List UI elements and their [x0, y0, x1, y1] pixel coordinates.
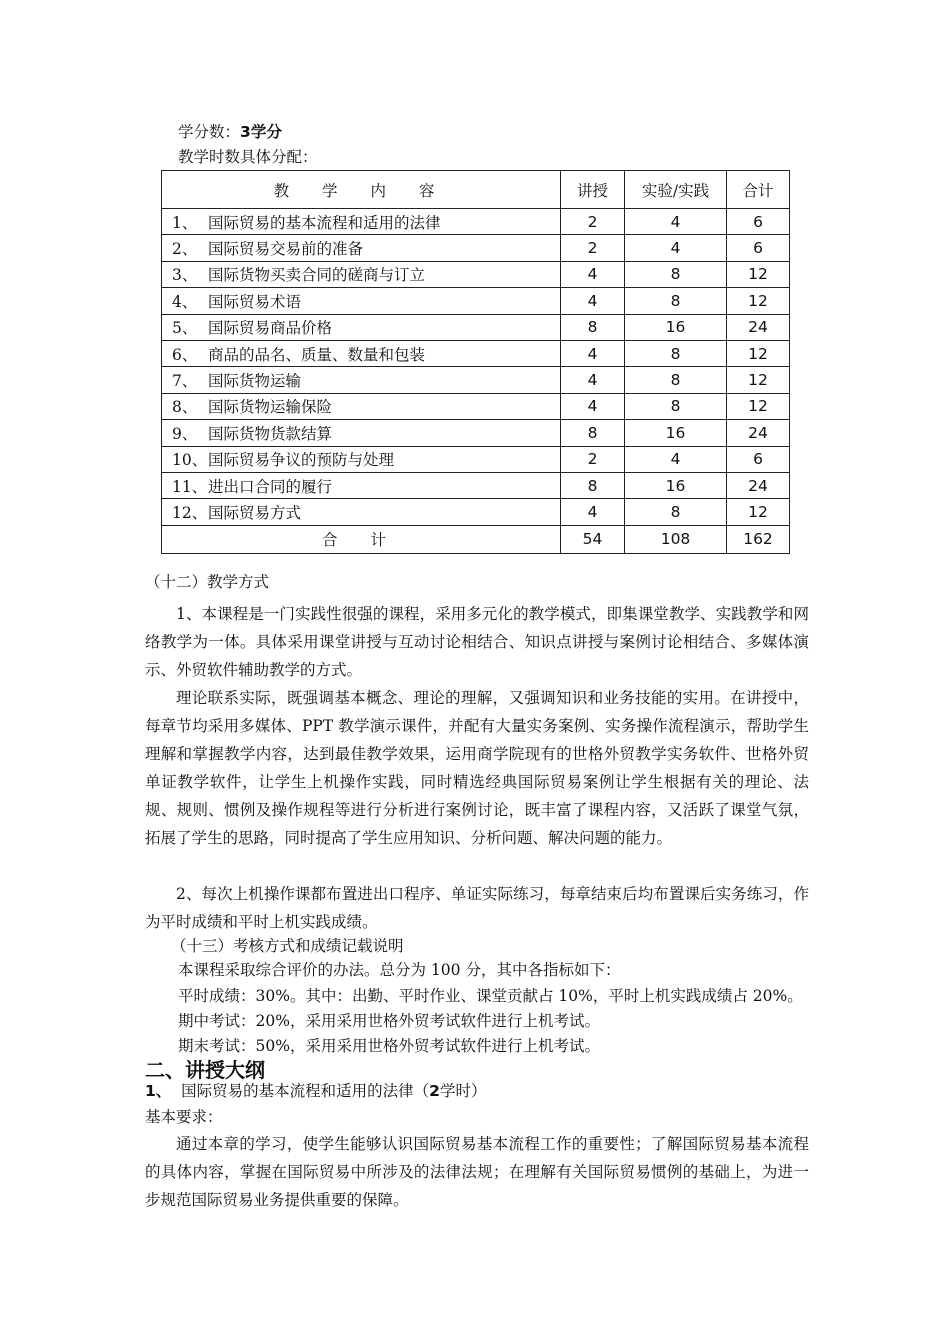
assessment-item: 期中考试：20%，采用采用世格外贸考试软件进行上机考试。	[178, 1012, 600, 1030]
table-row	[162, 340, 790, 366]
row-number: 5、	[172, 319, 198, 338]
teaching-method-p1: 1、本课程是一门实践性很强的课程，采用多元化的教学模式，即集课堂教学、实践教学和网络教学为一体。具体采用课堂讲授与互动讨论相结合、知识点讲授与案例讨论相结合、多媒体演示、外贸软件辅助教学的方式。	[145, 605, 809, 679]
teaching-method-p2: 理论联系实际，既强调基本概念、理论的理解，又强调知识和业务技能的实用。在讲授中，每章节均采用多媒体、PPT 教学演示课件，并配有大量实务案例、实务操作流程演示，帮助学生理解和掌握教学内容，达到最佳教学效果，运用商学院现有的世格外贸教学实务软件、世格外贸单证教学软件，让学生上机操作实践，同时精选经典国际贸易案例让学生根据有关的理论、法规、规则、惯例及操作规程等进行分析进行案例讨论，既丰富了课程内容，又活跃了课堂气氛，拓展了学生的思路，同时提高了学生应用知识、分析问题、解决问题的能力。	[145, 689, 809, 847]
chapter-hours: 2	[429, 1082, 440, 1100]
row-topic-text: 国际贸易商品价格	[208, 319, 333, 338]
row-practice: 8	[625, 288, 727, 314]
row-total: 12	[727, 261, 790, 287]
row-total: 6	[727, 235, 790, 261]
table-row	[162, 367, 790, 393]
credits-unit: 学分	[250, 123, 282, 141]
row-topic-text: 国际贸易术语	[208, 292, 302, 311]
row-total: 12	[727, 367, 790, 393]
row-practice: 8	[625, 499, 727, 525]
row-topic	[162, 314, 561, 340]
row-topic	[162, 367, 561, 393]
row-lecture: 4	[561, 261, 625, 287]
header-content: 教 学 内 容	[162, 171, 561, 209]
row-total: 24	[727, 420, 790, 446]
row-number: 11、	[172, 477, 208, 496]
assessment-item: 期末考试：50%，采用采用世格外贸考试软件进行上机考试。	[178, 1037, 600, 1055]
row-number: 6、	[172, 345, 198, 364]
row-number: 9、	[172, 424, 198, 443]
hours-caption: 教学时数具体分配：	[178, 148, 318, 166]
row-topic	[162, 446, 561, 472]
row-lecture: 2	[561, 235, 625, 261]
row-lecture: 2	[561, 446, 625, 472]
assessment-item: 平时成绩：30%。其中：出勤、平时作业、课堂贡献占 10%，平时上机实践成绩占 20%。	[178, 987, 803, 1005]
header-practice: 实验/实践	[625, 171, 727, 209]
row-practice: 16	[625, 420, 727, 446]
hours-table	[161, 170, 790, 554]
outline-heading: 二、讲授大纲	[145, 1058, 265, 1082]
row-topic-text: 国际货物货款结算	[208, 424, 333, 443]
row-practice: 8	[625, 367, 727, 393]
row-lecture: 4	[561, 367, 625, 393]
row-lecture: 2	[561, 209, 625, 235]
row-lecture: 8	[561, 472, 625, 498]
row-total: 12	[727, 499, 790, 525]
table-row	[162, 288, 790, 314]
table-row	[162, 499, 790, 525]
row-topic	[162, 472, 561, 498]
row-total: 12	[727, 393, 790, 419]
row-number: 4、	[172, 292, 198, 311]
row-topic-text: 国际货物运输	[208, 372, 302, 391]
table-row	[162, 314, 790, 340]
row-topic-text: 国际贸易交易前的准备	[208, 240, 364, 259]
table-row	[162, 446, 790, 472]
row-topic-text: 国际货物买卖合同的磋商与订立	[208, 266, 426, 285]
row-total: 12	[727, 340, 790, 366]
table-row	[162, 235, 790, 261]
row-total: 24	[727, 472, 790, 498]
row-number: 8、	[172, 398, 198, 417]
row-number: 10、	[172, 451, 208, 470]
row-topic	[162, 420, 561, 446]
row-lecture: 4	[561, 340, 625, 366]
row-number: 12、	[172, 503, 208, 522]
teaching-method-p3: 2、每次上机操作课都布置进出口程序、单证实际练习，每章结束后均布置课后实务练习，作为平时成绩和平时上机实践成绩。	[145, 885, 809, 931]
row-topic	[162, 261, 561, 287]
header-total: 合计	[727, 171, 790, 209]
row-lecture: 8	[561, 314, 625, 340]
row-practice: 8	[625, 340, 727, 366]
credits-label: 学分数：	[178, 123, 241, 141]
row-number: 3、	[172, 266, 198, 285]
row-topic-text: 国际货物运输保险	[208, 398, 333, 417]
credits-value: 3	[240, 123, 251, 141]
total-practice: 108	[625, 525, 727, 553]
row-topic	[162, 288, 561, 314]
assessment-heading: （十三）考核方式和成绩记载说明	[171, 937, 404, 955]
row-practice: 4	[625, 446, 727, 472]
row-topic-text: 国际贸易争议的预防与处理	[208, 451, 395, 470]
table-total-row	[162, 525, 790, 553]
row-topic	[162, 393, 561, 419]
row-practice: 4	[625, 209, 727, 235]
header-lecture: 讲授	[561, 171, 625, 209]
row-lecture: 4	[561, 393, 625, 419]
table-row	[162, 393, 790, 419]
row-number: 1、	[172, 213, 198, 232]
chapter-title	[145, 1081, 486, 1101]
row-number: 2、	[172, 240, 198, 259]
table-row	[162, 420, 790, 446]
row-number: 7、	[172, 372, 198, 391]
row-lecture: 4	[561, 288, 625, 314]
row-topic-text: 国际贸易方式	[208, 503, 302, 522]
row-practice: 16	[625, 314, 727, 340]
row-practice: 16	[625, 472, 727, 498]
row-practice: 8	[625, 261, 727, 287]
row-topic	[162, 235, 561, 261]
chapter-hours-unit: 学时）	[439, 1082, 487, 1100]
row-topic	[162, 209, 561, 235]
row-total: 6	[727, 209, 790, 235]
table-row	[162, 261, 790, 287]
requirements-label: 基本要求：	[145, 1108, 223, 1126]
row-topic	[162, 499, 561, 525]
row-topic-text: 进出口合同的履行	[208, 477, 333, 496]
table-row	[162, 209, 790, 235]
table-header-row	[162, 171, 790, 209]
row-topic	[162, 340, 561, 366]
row-topic-text: 商品的品名、质量、数量和包装	[208, 345, 426, 364]
row-lecture: 4	[561, 499, 625, 525]
total-lecture: 54	[561, 525, 625, 553]
total-label: 合 计	[162, 525, 561, 553]
chapter-number: 1、	[145, 1082, 172, 1100]
row-practice: 4	[625, 235, 727, 261]
requirements-text: 通过本章的学习，使学生能够认识国际贸易基本流程工作的重要性；了解国际贸易基本流程的具体内容，掌握在国际贸易中所涉及的法律法规；在理解有关国际贸易惯例的基础上，为进一步规范国际贸易业务提供重要的保障。	[145, 1135, 809, 1209]
row-lecture: 8	[561, 420, 625, 446]
row-total: 24	[727, 314, 790, 340]
total-hours: 162	[727, 525, 790, 553]
table-row	[162, 472, 790, 498]
teaching-method-heading: （十二）教学方式	[145, 573, 270, 591]
row-total: 6	[727, 446, 790, 472]
row-topic-text: 国际贸易的基本流程和适用的法律	[208, 213, 441, 232]
row-practice: 8	[625, 393, 727, 419]
credits-line	[178, 122, 282, 142]
row-total: 12	[727, 288, 790, 314]
assessment-intro: 本课程采取综合评价的办法。总分为 100 分，其中各指标如下：	[178, 961, 621, 979]
chapter-title-text: 国际贸易的基本流程和适用的法律（	[181, 1082, 430, 1100]
